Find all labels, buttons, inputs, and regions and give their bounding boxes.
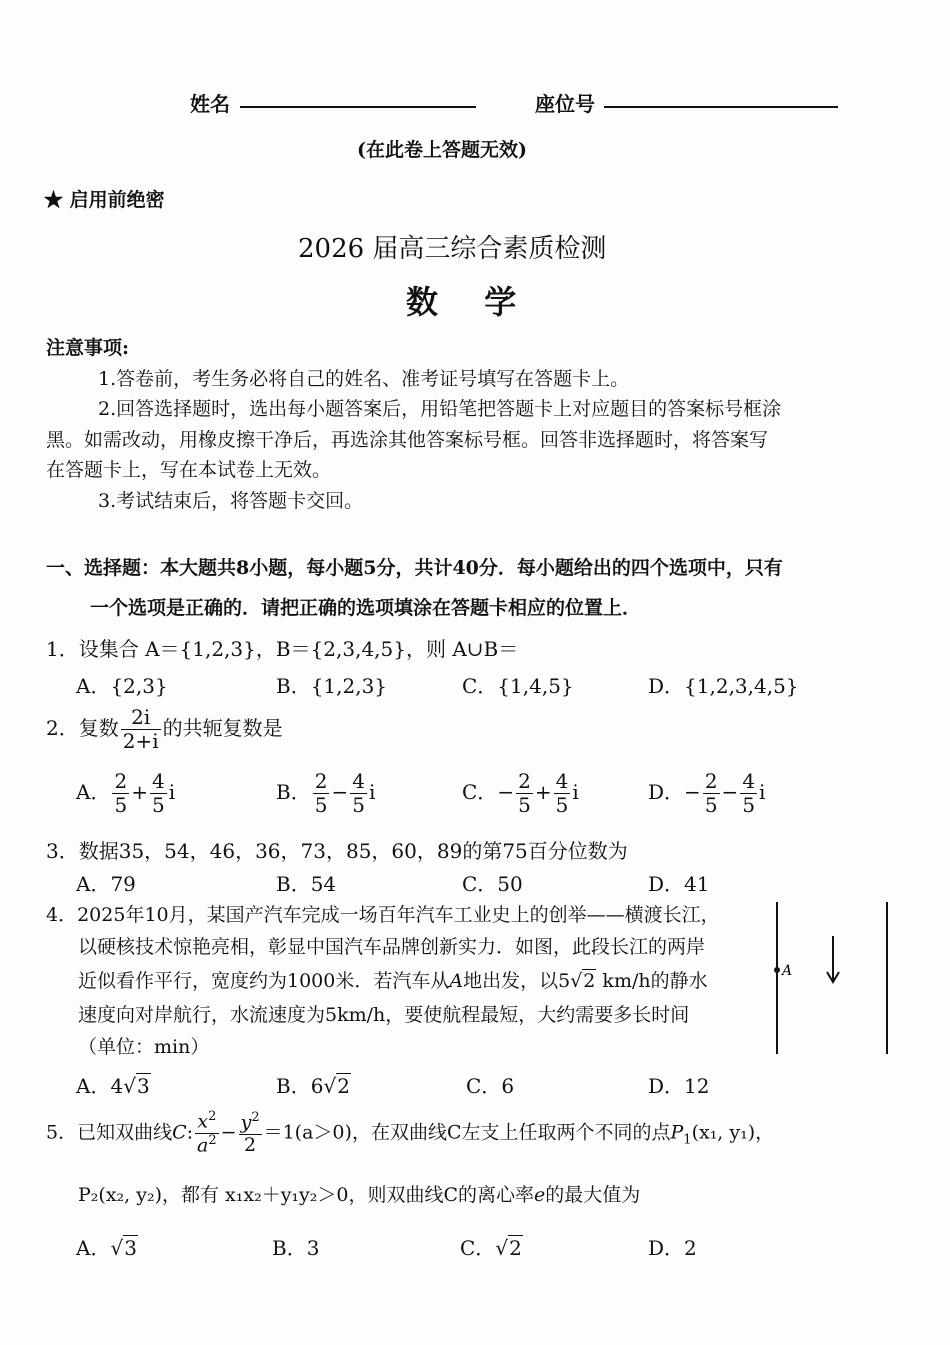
q1-stem: 1．设集合 A＝{1,2,3}，B＝{2,3,4,5}，则 A∪B＝ — [46, 637, 519, 661]
q2-option-c[interactable]: C．− $\frac{2}{5}$ + $\frac{4}{5}$ i — [462, 769, 579, 817]
q2-option-d[interactable]: D．− $\frac{2}{5}$ − $\frac{4}{5}$ i — [648, 769, 766, 817]
q1-option-b[interactable]: B．{1,2,3} — [276, 674, 388, 698]
q1-option-c[interactable]: C．{1,4,5} — [462, 674, 574, 698]
q4-option-b[interactable]: B．6√2 — [276, 1074, 350, 1098]
q3-option-c[interactable]: C．50 — [462, 872, 523, 896]
q1-option-d[interactable]: D．{1,2,3,4,5} — [648, 674, 799, 698]
q4-option-d[interactable]: D．12 — [648, 1074, 710, 1098]
q2-option-b[interactable]: B． $\frac{2}{5}$ − $\frac{4}{5}$ i — [276, 769, 376, 817]
q3-option-d[interactable]: D．41 — [648, 872, 710, 896]
q4-stem-line2: 以硬核技术惊艳亮相，彰显中国汽车品牌创新实力．如图，此段长江的两岸 — [78, 936, 706, 958]
q5-option-d[interactable]: D．2 — [648, 1236, 697, 1260]
note-item-3: 3.考试结束后，将答题卡交回。 — [98, 490, 364, 512]
section-heading-cont: 一个选项是正确的．请把正确的选项填涂在答题卡相应的位置上． — [90, 597, 642, 619]
q4-option-c[interactable]: C．6 — [466, 1074, 515, 1098]
exam-title: 2026 届高三综合素质检测 — [298, 234, 607, 264]
q5-stem-line2: P₂(x₂, y₂)，都有 x₁x₂＋y₁y₂＞0，则双曲线C的离心率e的最大值为 — [78, 1184, 641, 1206]
subject-title: 数 学 — [406, 283, 525, 321]
secret-mark: ★ 启用前绝密 — [44, 189, 165, 211]
q4-option-a[interactable]: A．4√3 — [76, 1074, 150, 1098]
q5-option-b[interactable]: B．3 — [272, 1236, 320, 1260]
q2-stem: 2．复数 $\frac{2i}{2+i}$ 的共轭复数是 — [46, 705, 283, 753]
q1-option-a[interactable]: A．{2,3} — [76, 674, 168, 698]
note-item-1: 1.答卷前，考生务必将自己的姓名、准考证号填写在答题卡上。 — [98, 368, 630, 390]
q2-option-a[interactable]: A． $\frac{2}{5}$ + $\frac{4}{5}$ i — [76, 769, 176, 817]
q3-option-a[interactable]: A．79 — [76, 872, 136, 896]
q4-stem-line3: 近似看作平行，宽度约为1000米．若汽车从A地出发，以5√2 km/h的静水 — [78, 970, 708, 992]
point-a-label: A — [782, 963, 793, 979]
name-label: 姓名 — [190, 92, 230, 116]
seat-label: 座位号 — [535, 92, 595, 116]
q4-river-figure — [765, 898, 900, 1060]
q5-stem-line1: 5．已知双曲线C: $\frac{x^2}{a^2}$ − $\frac{y^2}{2}$ ＝1(a＞0)，在双曲线C左支上任取两个不同的点$P_1(x_1$, y₁)， — [46, 1109, 775, 1157]
seat-field[interactable] — [604, 106, 838, 108]
q3-option-b[interactable]: B．54 — [276, 872, 337, 896]
notes-heading: 注意事项: — [46, 337, 130, 359]
note-item-2-cont2: 在答题卡上，写在本试卷上无效。 — [46, 459, 332, 481]
note-item-2: 2.回答选择题时，选出每小题答案后，用铅笔把答题卡上对应题目的答案标号框涂 — [98, 398, 782, 420]
q4-stem-line4: 速度向对岸航行，水流速度为5km/h，要使航程最短，大约需要多长时间 — [78, 1004, 690, 1026]
q4-stem-line5: （单位：min） — [78, 1036, 210, 1058]
point-a-marker — [774, 967, 780, 973]
q5-option-c[interactable]: C．√2 — [460, 1236, 522, 1260]
name-field[interactable] — [240, 106, 476, 108]
note-item-2-cont: 黑。如需改动，用橡皮擦干净后，再选涂其他答案标号框。回答非选择题时，将答案写 — [46, 429, 769, 451]
q5-option-a[interactable]: A．√3 — [76, 1236, 137, 1260]
q3-stem: 3．数据35，54，46，36，73，85，60，89的第75百分位数为 — [46, 839, 628, 863]
section-heading: 一、选择题：本大题共8小题，每小题5分，共计40分．每小题给出的四个选项中，只有 — [46, 557, 783, 579]
invalid-note: (在此卷上答题无效) — [357, 139, 527, 161]
q4-stem-line1: 4．2025年10月，某国产汽车完成一场百年汽车工业史上的创举——横渡长江， — [46, 904, 720, 926]
